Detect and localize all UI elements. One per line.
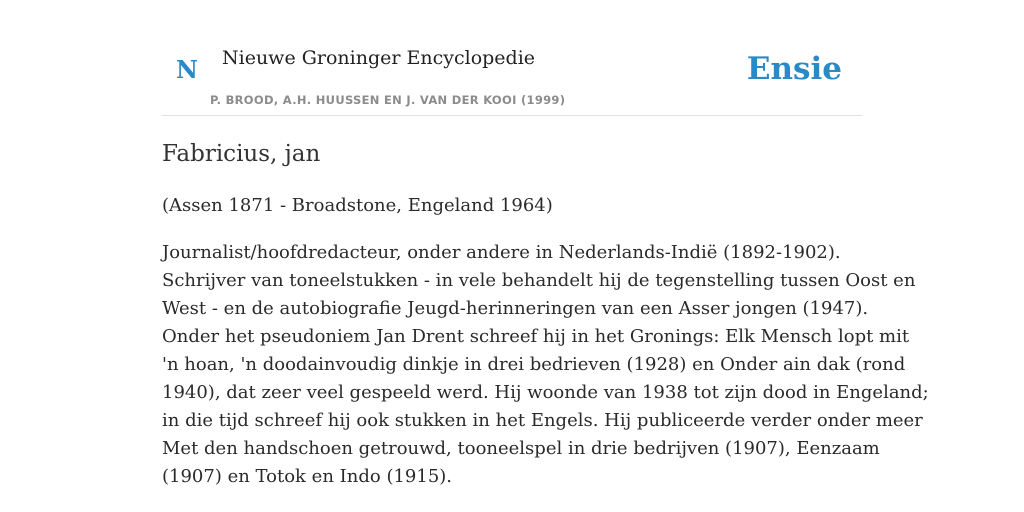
body-line: Journalist/hoofdredacteur, onder andere in Nederlands-Indië (1892-1902).: [162, 242, 841, 263]
page-content: [162, 0, 929, 512]
encyclopedia-authors: P. BROOD, A.H. HUUSSEN EN J. VAN DER KOOI (1999): [210, 93, 566, 107]
body-line: Onder het pseudoniem Jan Drent schreef hij in het Gronings: Elk Mensch lopt mit: [162, 326, 910, 347]
entry-subtitle: (Assen 1871 - Broadstone, Engeland 1964): [162, 195, 553, 216]
body-line: 'n hoan, 'n doodainvoudig dinkje in drei bedrieven (1928) en Onder ain dak (rond: [162, 354, 906, 375]
body-line: West - en de autobiografie Jeugd-herinneringen van een Asser jongen (1947).: [162, 298, 869, 319]
body-line: in die tijd schreef hij ook stukken in het Engels. Hij publiceerde verder onder meer: [162, 410, 923, 431]
entry-body: [162, 239, 929, 491]
header: [162, 0, 862, 116]
encyclopedia-logo[interactable]: N: [176, 55, 198, 84]
body-line: 1940), dat zeer veel gespeeld werd. Hij woonde van 1938 tot zijn dood in Engeland;: [162, 382, 929, 403]
entry-title: Fabricius, jan: [162, 141, 321, 167]
body-line: Schrijver van toneelstukken - in vele behandelt hij de tegenstelling tussen Oost en: [162, 270, 916, 291]
site-logo[interactable]: Ensie: [746, 51, 842, 87]
body-line: Met den handschoen getrouwd, tooneelspel in drie bedrijven (1907), Eenzaam: [162, 438, 880, 459]
encyclopedia-title[interactable]: Nieuwe Groninger Encyclopedie: [222, 47, 536, 69]
body-line: (1907) en Totok en Indo (1915).: [162, 466, 453, 487]
